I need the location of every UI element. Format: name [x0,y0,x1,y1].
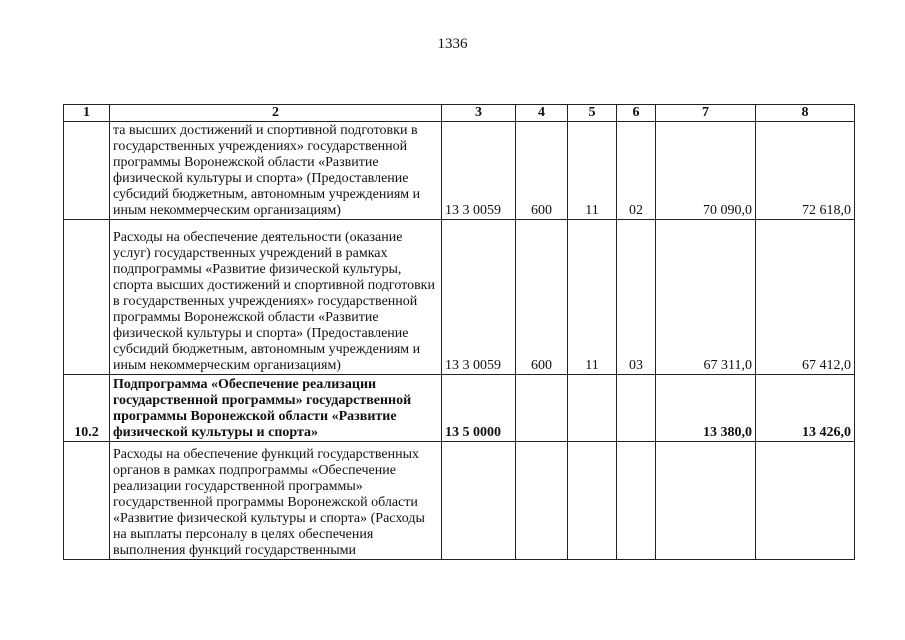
row-section: 11 [568,220,617,375]
page-number: 1336 [437,36,468,52]
header-cell-8: 8 [756,105,855,122]
table-row [64,122,855,220]
row-description [110,375,442,442]
row-description-text: Расходы на обеспечение деятельности (оказание услуг) государственных учреждений в рамках подпрограммы «Развитие физической культуры, спорта высших достижений и спортивной подготовки в государственных учреждениях» государственной программы Воронежской области «Развитие физической культуры и спорта» (Предоставление субсидий бюджетным, автономным учреждениям и иным некоммерческим организациям) [113,230,435,373]
row-index [64,122,110,220]
row-description-text: Подпрограмма «Обеспечение реализации государственной программы» государственной программы Воронежской области «Развитие физической культуры и спорта» [113,377,412,440]
row-section [568,375,617,442]
row-amount-year1: 67 311,0 [656,220,756,375]
row-description-text: та высших достижений и спортивной подготовки в государственных учреждениях» государственной программы Воронежской области «Развитие физической культуры и спорта» (Предоставление субсидий бюджетным, автономным учреждениям и иным некоммерческим организациям) [113,123,421,218]
row-amount-year2 [756,442,855,560]
row-description [110,442,442,560]
row-amount-year2: 72 618,0 [756,122,855,220]
header-cell-1: 1 [64,105,110,122]
header-cell-2: 2 [110,105,442,122]
row-expense-type [516,442,568,560]
row-subsection [617,442,656,560]
row-section [568,442,617,560]
row-amount-year2: 67 412,0 [756,220,855,375]
row-amount-year1: 70 090,0 [656,122,756,220]
row-description [110,122,442,220]
header-cell-6: 6 [617,105,656,122]
header-cell-7: 7 [656,105,756,122]
row-amount-year1 [656,442,756,560]
row-amount-year2: 13 426,0 [756,375,855,442]
table-row-subprogram [64,375,855,442]
table-row [64,220,855,375]
row-subsection [617,375,656,442]
header-row [64,105,855,122]
row-index [64,442,110,560]
row-description [110,220,442,375]
header-cell-3: 3 [442,105,516,122]
header-cell-4: 4 [516,105,568,122]
row-expense-type [516,375,568,442]
row-amount-year1: 13 380,0 [656,375,756,442]
row-target-code: 13 3 0059 [442,220,516,375]
row-index [64,220,110,375]
header-cell-5: 5 [568,105,617,122]
budget-table [63,104,855,560]
row-index: 10.2 [64,375,110,442]
row-target-code [442,442,516,560]
row-description-text: Расходы на обеспечение функций государственных органов в рамках подпрограммы «Обеспечение реализации государственной программы» государственной программы Воронежской области «Развитие физической культуры и спорта» (Расходы на выплаты персоналу в целях обеспечения выполнения функций государственными [113,447,425,558]
row-target-code: 13 5 0000 [442,375,516,442]
row-expense-type: 600 [516,122,568,220]
row-subsection: 02 [617,122,656,220]
table-row [64,442,855,560]
row-subsection: 03 [617,220,656,375]
row-target-code: 13 3 0059 [442,122,516,220]
row-expense-type: 600 [516,220,568,375]
row-section: 11 [568,122,617,220]
